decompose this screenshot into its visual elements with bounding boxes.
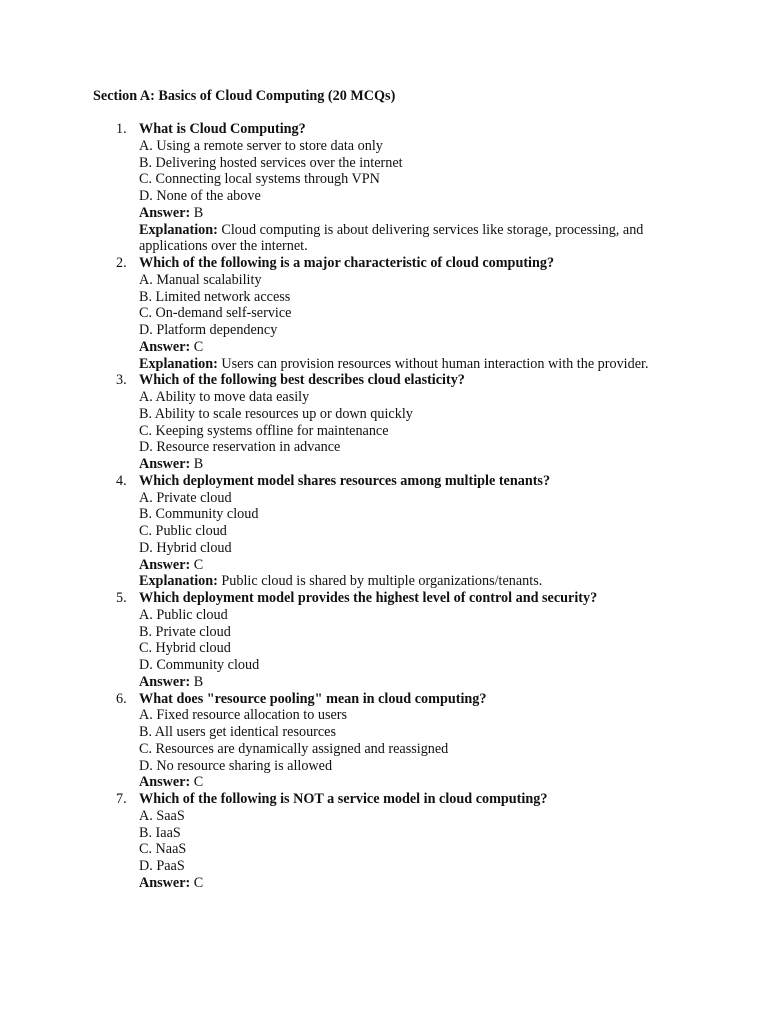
question-text: What is Cloud Computing? bbox=[139, 121, 306, 137]
question-item bbox=[0, 372, 669, 473]
answer-option: B. Community cloud bbox=[139, 506, 259, 523]
question-item bbox=[0, 590, 669, 691]
answer-value: C bbox=[193, 338, 204, 355]
question-list bbox=[0, 121, 768, 892]
answer-label: Answer: bbox=[139, 204, 191, 221]
answer-option: A. SaaS bbox=[139, 807, 185, 824]
answer-option: C. Keeping systems offline for maintenance bbox=[139, 422, 389, 439]
answer-value: B bbox=[193, 673, 204, 690]
section-title: Section A: Basics of Cloud Computing (20 MCQs) bbox=[93, 88, 396, 104]
answer-value: C bbox=[193, 556, 204, 573]
answer-line bbox=[139, 557, 669, 574]
answer-option: C. Connecting local systems through VPN bbox=[139, 171, 380, 188]
answer-value: C bbox=[193, 874, 204, 891]
question-number: 5. bbox=[116, 590, 127, 606]
answer-option: B. Ability to scale resources up or down quickly bbox=[139, 405, 413, 422]
answer-value: C bbox=[193, 774, 204, 791]
explanation-text: Cloud computing is about delivering services like storage, processing, and applications over the internet. bbox=[139, 221, 644, 255]
question-number: 2. bbox=[116, 255, 127, 271]
answer-option: A. Manual scalability bbox=[139, 271, 262, 288]
question-number: 7. bbox=[116, 791, 127, 807]
answer-label: Answer: bbox=[139, 556, 191, 573]
answer-option: A. Public cloud bbox=[139, 606, 228, 623]
question-text: Which of the following is a major characteristic of cloud computing? bbox=[139, 255, 555, 271]
answer-option: D. No resource sharing is allowed bbox=[139, 757, 333, 774]
answer-option: C. On-demand self-service bbox=[139, 305, 292, 322]
question-item bbox=[0, 691, 669, 792]
answer-option: C. Public cloud bbox=[139, 523, 227, 539]
explanation bbox=[139, 573, 669, 590]
answer-option: D. Resource reservation in advance bbox=[139, 439, 341, 456]
answer-option: B. IaaS bbox=[139, 824, 181, 841]
question-text: Which deployment model provides the highest level of control and security? bbox=[139, 590, 598, 606]
answer-label: Answer: bbox=[139, 673, 191, 690]
answer-option: D. None of the above bbox=[139, 188, 261, 204]
answer-value: B bbox=[193, 204, 204, 221]
answer-option: A. Fixed resource allocation to users bbox=[139, 707, 348, 724]
question-text: Which of the following is NOT a service model in cloud computing? bbox=[139, 791, 548, 807]
answer-option: C. Resources are dynamically assigned and reassigned bbox=[139, 740, 449, 757]
answer-option: B. Delivering hosted services over the internet bbox=[139, 154, 403, 171]
answer-line bbox=[139, 456, 669, 473]
answer-option: B. Private cloud bbox=[139, 623, 231, 640]
question-item bbox=[0, 791, 669, 892]
question-number: 4. bbox=[116, 472, 127, 489]
answer-line bbox=[139, 875, 669, 892]
answer-option: B. Limited network access bbox=[139, 288, 291, 305]
answer-option: A. Private cloud bbox=[139, 489, 232, 506]
answer-option: A. Ability to move data easily bbox=[139, 389, 310, 405]
answer-line bbox=[139, 674, 669, 691]
question-item bbox=[0, 121, 669, 255]
answer-option: B. All users get identical resources bbox=[139, 724, 336, 740]
explanation-label: Explanation: bbox=[139, 573, 218, 590]
question-item bbox=[0, 255, 669, 372]
answer-option: A. Using a remote server to store data only bbox=[139, 137, 383, 154]
answer-value: B bbox=[193, 456, 204, 472]
answer-line bbox=[139, 339, 669, 356]
explanation-text: Users can provision resources without human interaction with the provider. bbox=[221, 355, 649, 372]
explanation bbox=[139, 356, 669, 373]
explanation-text: Public cloud is shared by multiple organizations/tenants. bbox=[221, 573, 543, 590]
answer-line bbox=[139, 205, 669, 222]
question-text: Which of the following best describes cloud elasticity? bbox=[139, 372, 465, 389]
explanation-label: Explanation: bbox=[139, 221, 218, 238]
answer-label: Answer: bbox=[139, 874, 191, 891]
answer-label: Answer: bbox=[139, 774, 191, 791]
answer-option: D. Hybrid cloud bbox=[139, 539, 232, 556]
question-text: Which deployment model shares resources among multiple tenants? bbox=[139, 472, 551, 489]
question-number: 3. bbox=[116, 372, 127, 389]
question-number: 1. bbox=[116, 121, 127, 137]
answer-label: Answer: bbox=[139, 456, 191, 472]
question-text: What does "resource pooling" mean in cloud computing? bbox=[139, 690, 487, 707]
answer-option: C. Hybrid cloud bbox=[139, 640, 231, 657]
question-number: 6. bbox=[116, 690, 127, 707]
explanation bbox=[139, 222, 669, 256]
question-item bbox=[0, 473, 669, 590]
answer-option: C. NaaS bbox=[139, 841, 187, 858]
answer-label: Answer: bbox=[139, 338, 191, 355]
answer-option: D. Platform dependency bbox=[139, 322, 278, 338]
answer-option: D. PaaS bbox=[139, 858, 185, 874]
answer-line bbox=[139, 774, 669, 791]
answer-option: D. Community cloud bbox=[139, 657, 260, 673]
explanation-label: Explanation: bbox=[139, 355, 218, 372]
